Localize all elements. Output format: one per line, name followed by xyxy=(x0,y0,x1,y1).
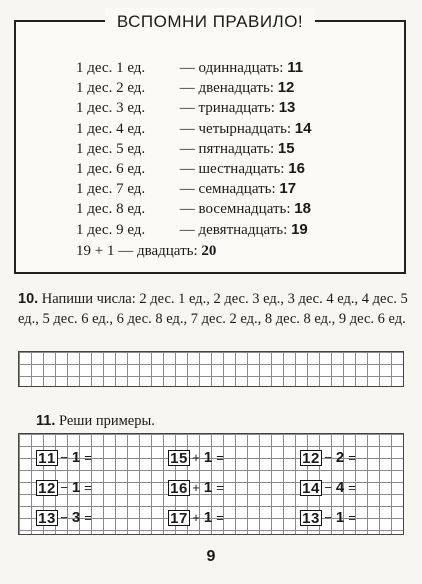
units-digit: 1 xyxy=(47,449,56,467)
rule-final-text: 19 + 1 — двадцать: xyxy=(76,242,198,259)
math-example xyxy=(168,480,226,496)
units-digit: 5 xyxy=(179,449,188,467)
rule-tens-units: 1 дес. 6 ед. xyxy=(76,161,146,178)
task-10 xyxy=(18,290,410,329)
number-box xyxy=(300,480,322,496)
rule-line xyxy=(76,159,311,179)
tens-digit: 1 xyxy=(302,479,311,497)
operator: + xyxy=(192,450,200,465)
rule-word: — двенадцать: xyxy=(179,80,274,97)
equals-sign: = xyxy=(216,450,224,465)
units-digit: 6 xyxy=(179,479,188,497)
math-example xyxy=(168,510,226,526)
tens-digit: 1 xyxy=(38,509,47,527)
rule-line xyxy=(76,58,311,78)
math-example xyxy=(36,480,94,496)
units-digit: 4 xyxy=(311,479,320,497)
operand: 1 xyxy=(335,509,345,526)
rule-list xyxy=(76,58,311,262)
rule-word: — пятнадцать: xyxy=(179,140,275,157)
page-number: 9 xyxy=(206,548,216,565)
task-text: Напиши числа: 2 дес. 1 ед., 2 дес. 3 ед., 3 дес. 4 ед., 4 дес. 5 ед., 5 дес. 6 ед., 6 дес. 8 ед., 7 дес. 2 ед., 8 дес. 8 ед., 9 дес. 6 ед. xyxy=(18,291,408,327)
units-digit: 2 xyxy=(47,479,56,497)
operator: − xyxy=(60,450,68,465)
units-digit: 3 xyxy=(47,509,56,527)
rule-tens-units: 1 дес. 2 ед. xyxy=(76,80,146,97)
task-11-heading xyxy=(36,413,155,430)
rule-line xyxy=(76,119,311,139)
operand: 1 xyxy=(71,449,81,466)
operand: 1 xyxy=(203,509,213,526)
task-number: 11. xyxy=(36,413,56,429)
operator: + xyxy=(192,510,200,525)
number-box xyxy=(36,480,58,496)
tens-digit: 1 xyxy=(38,449,47,467)
equals-sign: = xyxy=(84,510,92,525)
rule-word: — восемнадцать: xyxy=(179,201,291,218)
rule-title-text: ВСПОМНИ ПРАВИЛО! xyxy=(105,8,315,36)
rule-line xyxy=(76,98,311,118)
rule-word: — шестнадцать: xyxy=(179,161,285,178)
operator: − xyxy=(324,510,332,525)
math-example xyxy=(36,510,94,526)
number-box xyxy=(300,450,322,466)
rule-number: 15 xyxy=(277,139,295,157)
number-box xyxy=(168,510,190,526)
math-example xyxy=(300,480,358,496)
equals-sign: = xyxy=(84,450,92,465)
equals-sign: = xyxy=(216,480,224,495)
units-digit: 7 xyxy=(179,509,188,527)
rule-tens-units: 1 дес. 5 ед. xyxy=(76,140,146,157)
rule-word: — тринадцать: xyxy=(179,100,275,117)
rule-number: 14 xyxy=(294,119,312,137)
math-example xyxy=(300,450,358,466)
rule-word: — четырнадцать: xyxy=(179,120,292,137)
operand: 1 xyxy=(71,479,81,496)
operand: 1 xyxy=(203,479,213,496)
tens-digit: 1 xyxy=(302,509,311,527)
rule-tens-units: 1 дес. 9 ед. xyxy=(76,221,146,238)
equals-sign: = xyxy=(348,480,356,495)
rule-word: — семнадцать: xyxy=(179,181,276,198)
rule-tens-units: 1 дес. 7 ед. xyxy=(76,181,146,198)
rule-number: 12 xyxy=(277,79,295,97)
rule-tens-units: 1 дес. 8 ед. xyxy=(76,201,146,218)
rule-line xyxy=(76,199,311,219)
equals-sign: = xyxy=(348,450,356,465)
number-box xyxy=(36,450,58,466)
number-box xyxy=(300,510,322,526)
rule-final-number: 20 xyxy=(201,242,217,259)
rule-number: 16 xyxy=(288,160,305,178)
rule-line xyxy=(76,179,311,199)
operand: 3 xyxy=(71,509,81,526)
number-box xyxy=(168,450,190,466)
tens-digit: 1 xyxy=(170,509,179,527)
operand: 4 xyxy=(335,479,345,496)
rule-number: 11 xyxy=(287,59,304,76)
equals-sign: = xyxy=(84,480,92,495)
operand: 2 xyxy=(335,449,345,466)
rule-number: 19 xyxy=(291,220,308,238)
task-text: Реши примеры. xyxy=(58,413,155,429)
tens-digit: 1 xyxy=(38,479,47,497)
math-example xyxy=(36,450,94,466)
operator: − xyxy=(324,450,332,465)
number-box xyxy=(36,510,58,526)
operator: − xyxy=(324,480,332,495)
rule-line xyxy=(76,220,311,240)
rule-tens-units: 1 дес. 3 ед. xyxy=(76,100,146,117)
operand: 1 xyxy=(203,449,213,466)
rule-number: 17 xyxy=(279,180,297,198)
rule-title xyxy=(16,8,404,36)
units-digit: 3 xyxy=(311,509,320,527)
rule-tens-units: 1 дес. 1 ед. xyxy=(76,60,146,76)
rule-number: 18 xyxy=(294,200,311,218)
operator: + xyxy=(192,480,200,495)
rule-line xyxy=(76,139,311,159)
rule-word: — одиннадцать: xyxy=(179,60,284,76)
task-number: 10. xyxy=(18,291,39,307)
equals-sign: = xyxy=(216,510,224,525)
math-example xyxy=(168,450,226,466)
tens-digit: 1 xyxy=(170,479,179,497)
answer-grid-task-10[interactable] xyxy=(18,351,404,387)
rule-number: 13 xyxy=(278,99,296,117)
units-digit: 2 xyxy=(311,449,320,467)
tens-digit: 1 xyxy=(170,449,179,467)
operator: − xyxy=(60,510,68,525)
rule-box xyxy=(14,12,406,274)
operator: − xyxy=(60,480,68,495)
rule-line xyxy=(76,78,311,98)
rule-final-line xyxy=(76,240,311,262)
examples-grid xyxy=(18,433,404,535)
equals-sign: = xyxy=(348,510,356,525)
math-example xyxy=(300,510,358,526)
rule-word: — девятнадцать: xyxy=(179,221,288,238)
number-box xyxy=(168,480,190,496)
rule-tens-units: 1 дес. 4 ед. xyxy=(76,120,146,137)
tens-digit: 1 xyxy=(302,449,311,467)
